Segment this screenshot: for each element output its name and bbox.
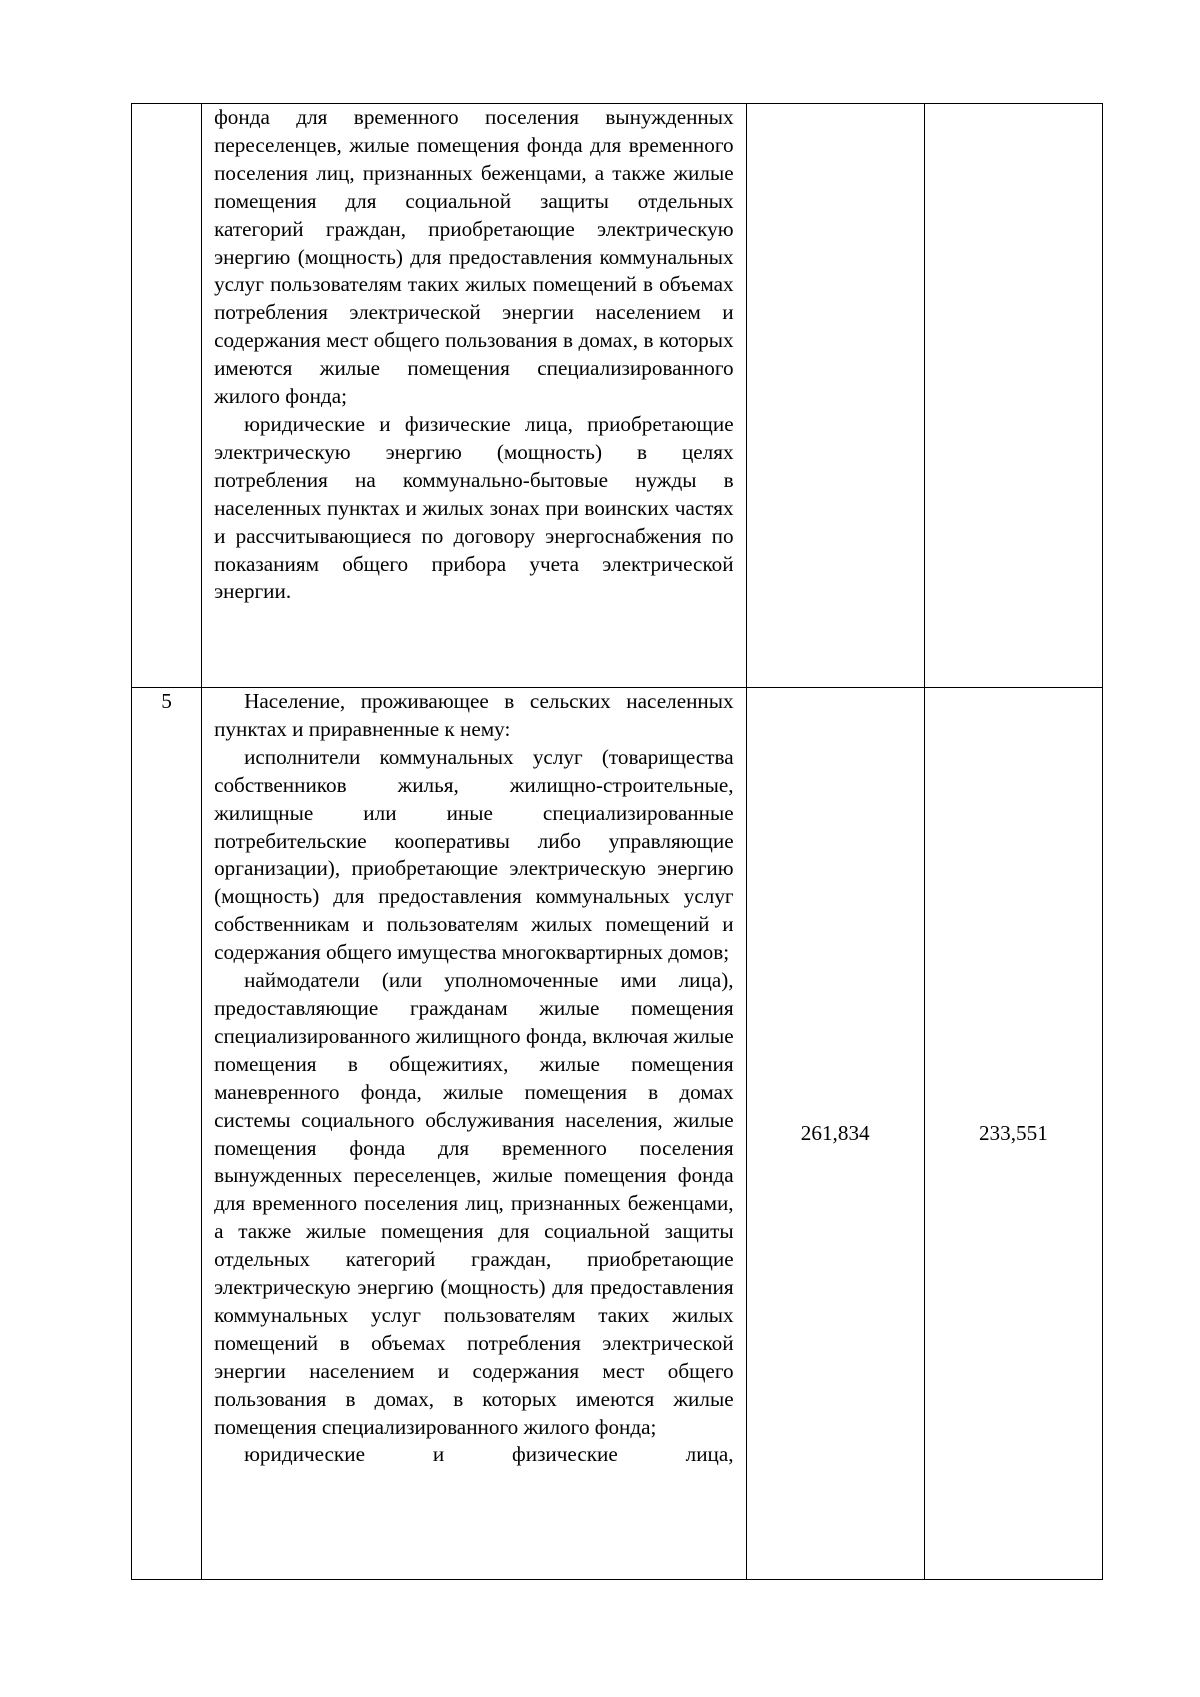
value-cell-1	[746, 104, 924, 688]
row-number-cell: 5	[132, 688, 202, 1580]
tariff-table	[131, 103, 1103, 1580]
value-cell-2: 233,551	[924, 688, 1102, 1580]
table-row	[132, 104, 1103, 688]
description-paragraph: Население, проживающее в сельских населенных пунктах и приравненные к нему:	[214, 689, 734, 741]
table-row	[132, 688, 1103, 1580]
description-cell	[202, 104, 747, 688]
description-cell	[202, 688, 747, 1580]
description-paragraph: наймодатели (или уполномоченные ими лица), предоставляющие гражданам жилые помещения специализированного жилищного фонда, включая жилые помещения в общежитиях, жилые помещения маневренного фонда, жилые помещения в домах системы социального обслуживания населения, жилые помещения фонда для временного поселения вынужденных переселенцев, жилые помещения фонда для временного поселения лиц, признанных беженцами, а также жилые помещения для социальной защиты отдельных категорий граждан, приобретающие электрическую энергию (мощность) для предоставления коммунальных услуг пользователям таких жилых помещений в объемах потребления электрической энергии населением и содержания мест общего пользования в домах, в которых имеются жилые помещения специализированного жилого фонда;	[214, 968, 734, 1439]
description-paragraph: юридические и физические лица,	[244, 1442, 734, 1467]
description-paragraph: фонда для временного поселения вынужденных переселенцев, жилые помещения фонда для временного поселения лиц, признанных беженцами, а также жилые помещения для социальной защиты отдельных категорий граждан, приобретающие электрическую энергию (мощность) для предоставления коммунальных услуг пользователям таких жилых помещений в объемах потребления электрической энергии населением и содержания мест общего пользования в домах, в которых имеются жилые помещения специализированного жилого фонда;	[214, 105, 734, 409]
value-cell-2	[924, 104, 1102, 688]
row-number-cell	[132, 104, 202, 688]
description-paragraph: юридические и физические лица, приобретающие электрическую энергию (мощность) в целях потребления на коммунально-бытовые нужды в населенных пунктах и жилых зонах при воинских частях и рассчитывающиеся по договору энергоснабжения по показаниям общего прибора учета электрической энергии.	[214, 411, 734, 604]
description-paragraph: исполнители коммунальных услуг (товарищества собственников жилья, жилищно-строительные, жилищные или иные специализированные потребительские кооперативы либо управляющие организации), приобретающие электрическую энергию (мощность) для предоставления коммунальных услуг собственникам и пользователям жилых помещений и содержания общего имущества многоквартирных домов;	[214, 744, 734, 965]
value-cell-1: 261,834	[746, 688, 924, 1580]
